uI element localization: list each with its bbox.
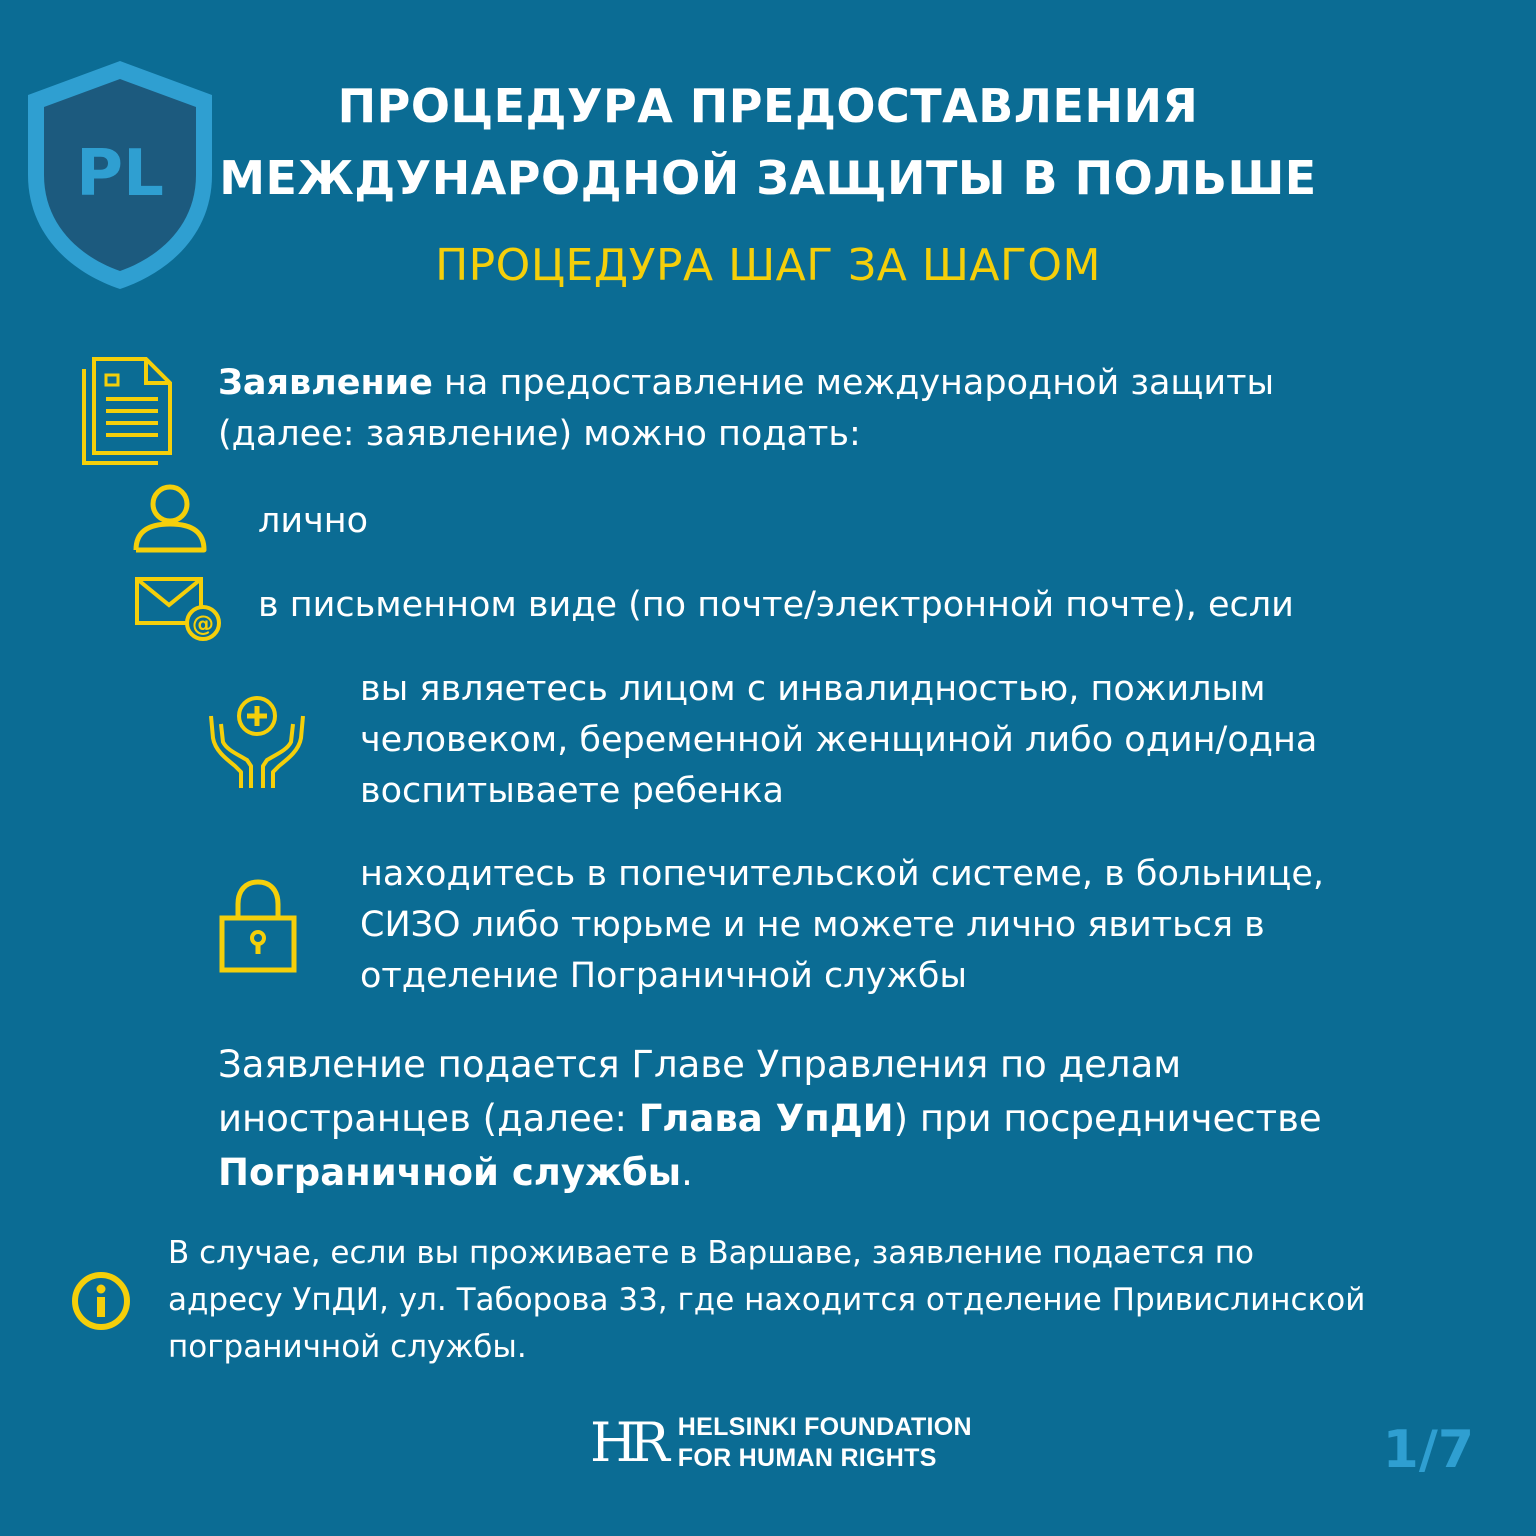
document-icon (80, 355, 175, 467)
submission-line3-post: . (681, 1151, 693, 1194)
info-note (168, 1230, 1365, 1371)
option-written: в письменном виде (по почте/электронной почте), если (258, 585, 1294, 625)
condition-vulnerable-line2: человеком, беременной женщиной либо один/одна (360, 720, 1318, 760)
submission-line2-post: ) при посредничестве (893, 1097, 1322, 1140)
org-name-line1: HELSINKI FOUNDATION (677, 1413, 972, 1441)
info-icon (70, 1270, 132, 1332)
submission-line2-pre: иностранцев (далее: (218, 1097, 639, 1140)
condition-vulnerable-line1: вы являетесь лицом с инвалидностью, пожилым (360, 669, 1266, 709)
submission-line3-bold: Пограничной службы (218, 1151, 682, 1194)
page-indicator: 1/7 (1382, 1420, 1474, 1480)
condition-detained-line1: находитесь в попечительской системе, в больнице, (360, 854, 1325, 894)
condition-vulnerable-line3: воспитываете ребенка (360, 771, 784, 811)
care-hands-icon (205, 688, 309, 790)
lock-icon (218, 878, 298, 974)
option-personal: лично (258, 501, 369, 541)
footer-logo (590, 1412, 972, 1474)
person-icon (130, 482, 210, 558)
intro-bold: Заявление (218, 363, 433, 403)
condition-detained (360, 849, 1324, 1002)
shield-label: PL (76, 137, 164, 211)
intro-text (218, 358, 1274, 460)
page-subtitle: ПРОЦЕДУРА ШАГ ЗА ШАГОМ (435, 240, 1101, 291)
condition-detained-line2: СИЗО либо тюрьме и не можете лично явиться в (360, 905, 1265, 945)
condition-vulnerable (360, 664, 1317, 817)
org-name-line2: FOR HUMAN RIGHTS (677, 1444, 937, 1472)
page-title (0, 70, 1536, 214)
hr-logo-mark: HR (590, 1411, 662, 1474)
info-note-line3: пограничной службы. (168, 1329, 527, 1365)
condition-detained-line3: отделение Пограничной службы (360, 956, 968, 996)
intro-rest: на предоставление международной защиты (432, 363, 1275, 403)
info-note-line2: адресу УпДИ, ул. Таборова 33, где находится отделение Привислинской (168, 1282, 1366, 1318)
mail-icon (133, 575, 225, 643)
page-title-line2: МЕЖДУНАРОДНОЙ ЗАЩИТЫ В ПОЛЬШЕ (219, 151, 1317, 205)
submission-text (218, 1038, 1322, 1200)
intro-line2: (далее: заявление) можно подать: (218, 414, 861, 454)
svg-text:@: @ (192, 612, 214, 637)
submission-line2-bold: Глава УпДИ (638, 1097, 894, 1140)
info-note-line1: В случае, если вы проживаете в Варшаве, заявление подается по (168, 1235, 1254, 1271)
submission-line1: Заявление подается Главе Управления по делам (218, 1043, 1182, 1086)
page-title-line1: ПРОЦЕДУРА ПРЕДОСТАВЛЕНИЯ (337, 79, 1199, 133)
